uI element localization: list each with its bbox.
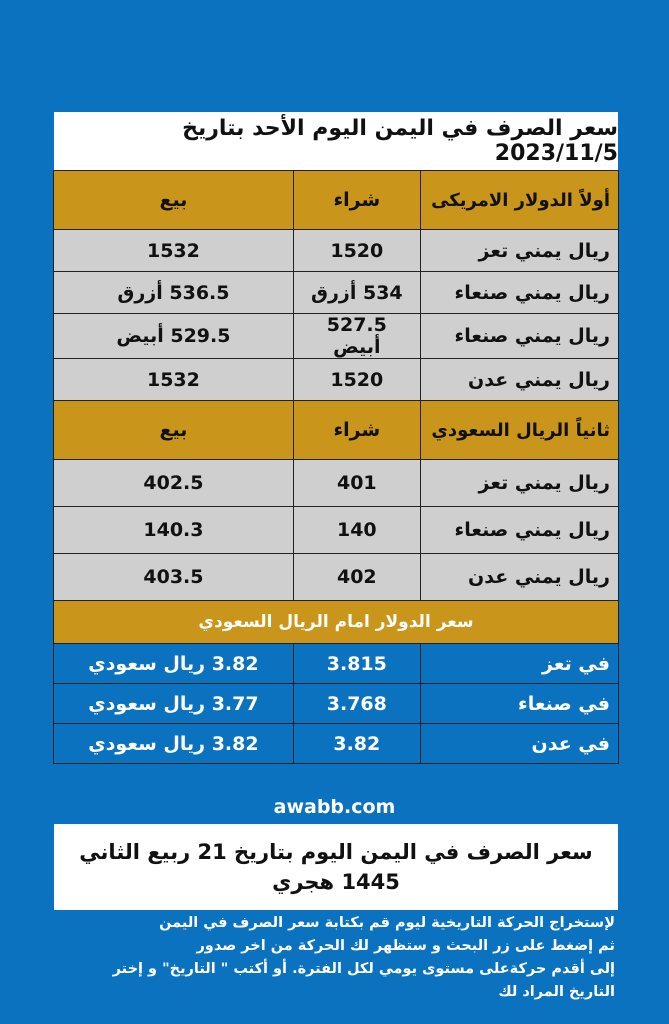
note-line: ثم إضغط على زر البحث و ستظهر لك الحركة من اخر صدور <box>196 938 615 954</box>
row-name: ريال يمني عدن <box>420 554 618 601</box>
sar-header-sell: بيع <box>54 401 294 460</box>
row-sell: 403.5 <box>54 554 294 601</box>
row-name: ريال يمني عدن <box>420 359 618 401</box>
table-row <box>54 359 619 401</box>
row-city: في تعز <box>420 644 618 684</box>
usd-header-sell: بيع <box>54 171 294 230</box>
row-name: ريال يمني صنعاء <box>420 272 618 314</box>
table-row <box>54 314 619 359</box>
table-row <box>54 460 619 507</box>
row-sell: 140.3 <box>54 507 294 554</box>
instructions-note <box>55 912 615 1004</box>
site-url[interactable]: awabb.com <box>273 796 396 818</box>
row-sell: 536.5 أزرق <box>54 272 294 314</box>
row-city: في عدن <box>420 724 618 764</box>
rates-table <box>53 170 619 764</box>
usd-header-currency: أولاً الدولار الامريكى <box>420 171 618 230</box>
note-line: التاريخ المراد لك <box>498 984 615 1000</box>
row-sell: 1532 <box>54 230 294 272</box>
sar-header-buy: شراء <box>293 401 420 460</box>
row-buy: 527.5 أبيض <box>293 314 420 359</box>
table-row <box>54 644 619 684</box>
usd-vs-sar-header-row <box>54 601 619 644</box>
row-sell: 402.5 <box>54 460 294 507</box>
table-row <box>54 554 619 601</box>
row-city: في صنعاء <box>420 684 618 724</box>
row-name: ريال يمني صنعاء <box>420 314 618 359</box>
row-rate-label: 3.82 ريال سعودي <box>54 644 294 684</box>
usd-vs-sar-header: سعر الدولار امام الريال السعودي <box>54 601 619 644</box>
row-sell: 1532 <box>54 359 294 401</box>
row-buy: 1520 <box>293 359 420 401</box>
row-name: ريال يمني تعز <box>420 230 618 272</box>
row-buy: 402 <box>293 554 420 601</box>
row-rate: 3.768 <box>293 684 420 724</box>
usd-header-row <box>54 171 619 230</box>
table-row <box>54 724 619 764</box>
row-buy: 534 أزرق <box>293 272 420 314</box>
table-row <box>54 230 619 272</box>
usd-header-buy: شراء <box>293 171 420 230</box>
row-buy: 1520 <box>293 230 420 272</box>
note-line: لإستخراج الحركة التاريخية ليوم قم بكتابة سعر الصرف في اليمن <box>159 915 615 931</box>
sar-header-currency: ثانياً الريال السعودي <box>420 401 618 460</box>
row-rate: 3.82 <box>293 724 420 764</box>
sar-header-row <box>54 401 619 460</box>
row-name: ريال يمني تعز <box>420 460 618 507</box>
row-sell: 529.5 أبيض <box>54 314 294 359</box>
row-buy: 401 <box>293 460 420 507</box>
page-title: سعر الصرف في اليمن اليوم الأحد بتاريخ 2023/11/5 <box>54 112 618 170</box>
row-name: ريال يمني صنعاء <box>420 507 618 554</box>
hijri-title: سعر الصرف في اليمن اليوم بتاريخ 21 ربيع الثاني 1445 هجري <box>54 824 618 910</box>
row-rate: 3.815 <box>293 644 420 684</box>
row-rate-label: 3.82 ريال سعودي <box>54 724 294 764</box>
table-row <box>54 684 619 724</box>
row-buy: 140 <box>293 507 420 554</box>
table-row <box>54 272 619 314</box>
table-row <box>54 507 619 554</box>
row-rate-label: 3.77 ريال سعودي <box>54 684 294 724</box>
note-line: إلى أقدم حركةعلى مستوى يومي لكل الفترة. أو أكتب " التاريخ" و إختر <box>112 961 615 977</box>
